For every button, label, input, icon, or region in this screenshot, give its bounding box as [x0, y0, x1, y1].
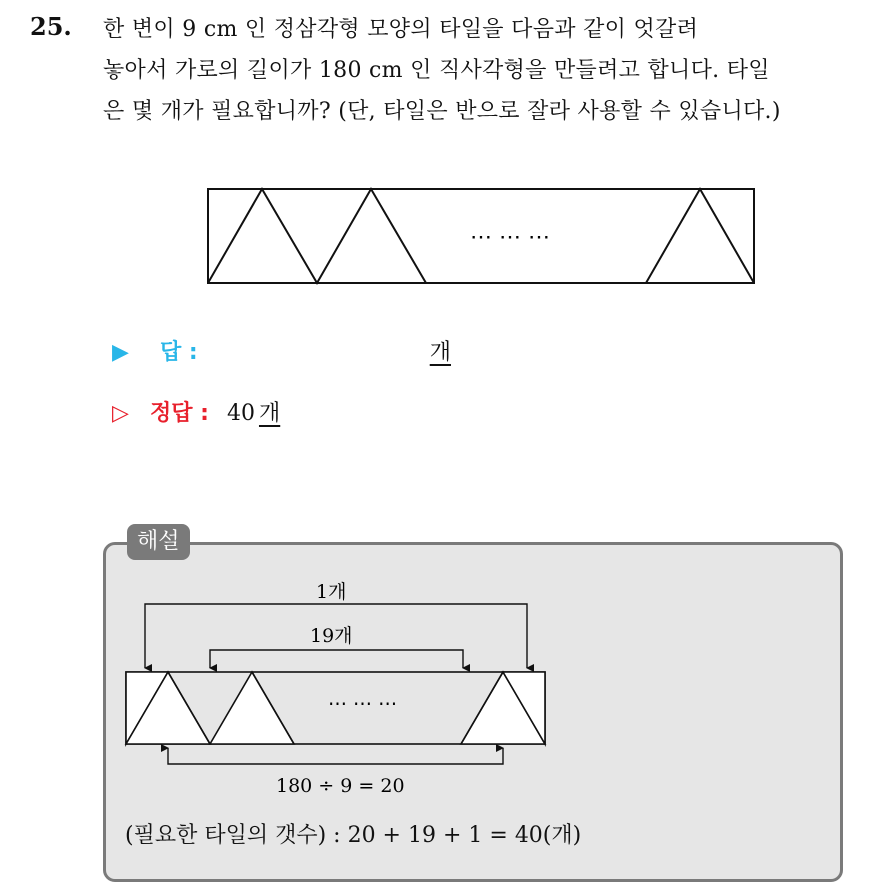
question-number: 25. [30, 12, 72, 41]
correct-answer-unit: 개 [258, 401, 281, 426]
outline-play-icon: ▷ [112, 401, 129, 426]
label-nineteen-tiles: 19개 [310, 625, 353, 647]
label-one-tile: 1개 [316, 581, 347, 603]
solution-tab: 해설 [127, 524, 190, 560]
play-icon: ▶ [112, 340, 129, 365]
question-line-2: 놓아서 가로의 길이가 180 cm 인 직사각형을 만들려고 합니다. 타일 [103, 58, 770, 83]
bracket-twenty-tiles [168, 748, 503, 764]
figure-ellipsis: ⋯ ⋯ ⋯ [470, 225, 550, 250]
bracket-nineteen-tiles [210, 650, 463, 668]
correct-answer-label: 정답 : [150, 401, 209, 426]
question-line-3: 은 몇 개가 필요합니까? (단, 타일은 반으로 잘라 사용할 수 있습니다.) [103, 99, 781, 124]
solution-ellipsis: ⋯ ⋯ ⋯ [328, 693, 398, 715]
answer-label: 답 : [160, 340, 198, 365]
answer-blank-unit[interactable]: 개 [429, 340, 451, 365]
solution-formula: (필요한 타일의 갯수) : 20 + 19 + 1 = 40(개) [125, 823, 582, 848]
correct-answer-value: 40 [226, 401, 255, 426]
question-line-1: 한 변이 9 cm 인 정삼각형 모양의 타일을 다음과 같이 엇갈려 [103, 17, 699, 42]
label-twenty-tiles: 180 ÷ 9 = 20 [276, 775, 405, 797]
